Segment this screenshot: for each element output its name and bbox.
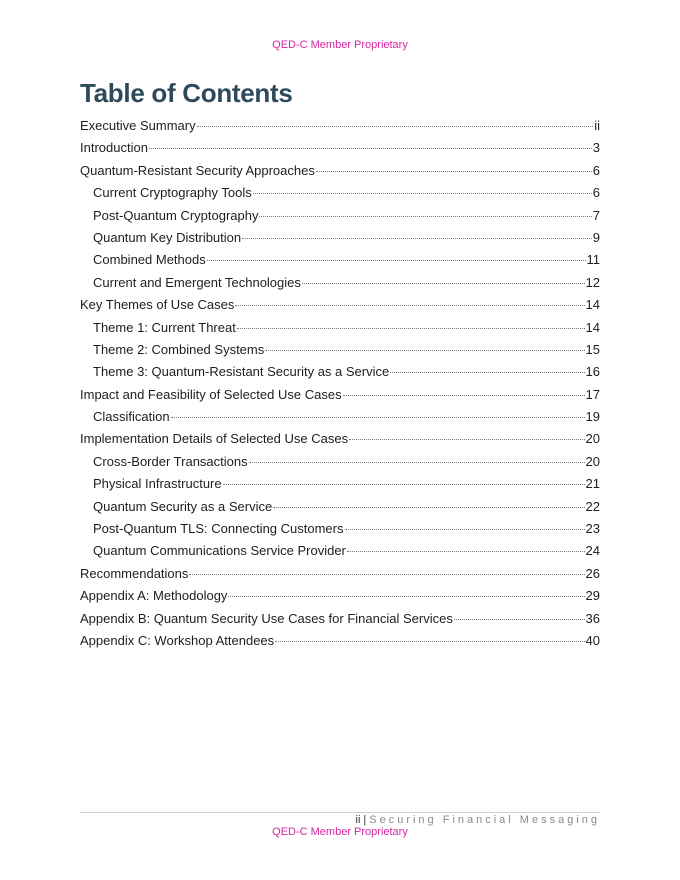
toc-entry-label: Theme 3: Quantum-Resistant Security as a Service <box>93 364 390 380</box>
toc-entry-label: Current and Emergent Technologies <box>93 274 301 290</box>
toc-entry-page-number: 24 <box>585 543 600 559</box>
toc-entry[interactable] <box>80 473 600 495</box>
toc-entry[interactable] <box>80 160 600 182</box>
toc-dot-leader <box>189 574 584 575</box>
toc-dot-leader <box>302 283 585 284</box>
toc-entry[interactable] <box>80 317 600 339</box>
toc-dot-leader <box>228 596 584 597</box>
footer-page-number: ii <box>355 814 361 826</box>
toc-entry[interactable] <box>80 630 600 652</box>
toc-entry-page-number: 36 <box>585 610 600 626</box>
toc-entry-page-number: 16 <box>585 364 600 380</box>
toc-entry[interactable] <box>80 585 600 607</box>
toc-entry-label: Post-Quantum Cryptography <box>93 207 259 223</box>
toc-entry-label: Implementation Details of Selected Use Cases <box>80 431 349 447</box>
toc-entry-page-number: 9 <box>592 229 600 245</box>
toc-entry[interactable] <box>80 294 600 316</box>
toc-entry-label: Recommendations <box>80 565 189 581</box>
toc-entry[interactable] <box>80 608 600 630</box>
toc-entry-label: Appendix C: Workshop Attendees <box>80 632 275 648</box>
toc-dot-leader <box>275 641 584 642</box>
toc-entry[interactable] <box>80 540 600 562</box>
page-title: Table of Contents <box>80 78 293 108</box>
toc-entry-label: Executive Summary <box>80 118 196 133</box>
toc-dot-leader <box>343 395 585 396</box>
toc-entry-label: Appendix B: Quantum Security Use Cases for Financial Services <box>80 610 453 626</box>
toc-dot-leader <box>259 216 591 217</box>
toc-entry-page-number: 7 <box>592 207 600 223</box>
toc-dot-leader <box>149 148 592 149</box>
toc-dot-leader <box>237 328 585 329</box>
footer <box>80 813 600 827</box>
toc-entry-page-number: 6 <box>592 185 600 201</box>
toc-dot-leader <box>235 305 584 306</box>
table-of-contents <box>80 115 600 652</box>
toc-entry[interactable] <box>80 384 600 406</box>
footer-separator: | <box>363 814 367 826</box>
toc-dot-leader <box>171 417 585 418</box>
toc-entry-label: Theme 2: Combined Systems <box>93 341 265 357</box>
toc-dot-leader <box>253 193 592 194</box>
toc-entry-label: Classification <box>93 409 170 425</box>
toc-entry-page-number: 26 <box>585 565 600 581</box>
toc-entry-label: Key Themes of Use Cases <box>80 297 235 313</box>
toc-dot-leader <box>454 619 585 620</box>
toc-entry-page-number: 14 <box>585 297 600 313</box>
footer-document-title: Securing Financial Messaging <box>369 814 600 826</box>
toc-entry-page-number: 20 <box>585 453 600 469</box>
toc-entry[interactable] <box>80 563 600 585</box>
toc-dot-leader <box>207 260 586 261</box>
toc-entry-label: Introduction <box>80 140 148 156</box>
toc-dot-leader <box>349 439 584 440</box>
toc-entry-page-number: 21 <box>585 476 600 492</box>
toc-dot-leader <box>390 372 584 373</box>
toc-entry[interactable] <box>80 496 600 518</box>
toc-entry-page-number: 15 <box>585 341 600 357</box>
toc-entry[interactable] <box>80 227 600 249</box>
toc-entry-page-number: 23 <box>585 521 600 537</box>
toc-entry-page-number: 19 <box>585 409 600 425</box>
toc-dot-leader <box>265 350 584 351</box>
toc-entry-page-number: 22 <box>585 498 600 514</box>
toc-entry-label: Combined Methods <box>93 252 206 268</box>
toc-entry-page-number: ii <box>594 118 600 133</box>
toc-entry-label: Physical Infrastructure <box>93 476 222 492</box>
toc-entry[interactable] <box>80 137 600 159</box>
toc-entry-label: Quantum Key Distribution <box>93 229 242 245</box>
toc-entry-label: Post-Quantum TLS: Connecting Customers <box>93 521 344 537</box>
toc-dot-leader <box>316 171 592 172</box>
toc-entry-label: Theme 1: Current Threat <box>93 319 236 335</box>
toc-dot-leader <box>223 484 585 485</box>
toc-entry-page-number: 12 <box>585 274 600 290</box>
toc-entry-page-number: 6 <box>592 162 600 178</box>
toc-entry-page-number: 14 <box>585 319 600 335</box>
toc-entry-label: Appendix A: Methodology <box>80 588 228 604</box>
toc-entry[interactable] <box>80 451 600 473</box>
toc-dot-leader <box>197 126 594 127</box>
toc-entry-page-number: 29 <box>585 588 600 604</box>
toc-dot-leader <box>347 551 585 552</box>
toc-entry-page-number: 40 <box>585 632 600 648</box>
toc-entry-label: Quantum Security as a Service <box>93 498 273 514</box>
toc-entry[interactable] <box>80 249 600 271</box>
toc-entry[interactable] <box>80 518 600 540</box>
toc-entry-label: Cross-Border Transactions <box>93 453 248 469</box>
toc-entry-page-number: 20 <box>585 431 600 447</box>
toc-entry-label: Quantum-Resistant Security Approaches <box>80 162 315 178</box>
toc-entry[interactable] <box>80 406 600 428</box>
toc-entry-page-number: 17 <box>585 386 600 402</box>
toc-dot-leader <box>249 462 585 463</box>
toc-entry-label: Quantum Communications Service Provider <box>93 543 346 559</box>
toc-entry[interactable] <box>80 361 600 383</box>
toc-entry-label: Current Cryptography Tools <box>93 185 252 201</box>
footer-proprietary-notice: QED-C Member Proprietary <box>272 826 408 838</box>
toc-entry-page-number: 3 <box>592 140 600 156</box>
toc-dot-leader <box>345 529 585 530</box>
toc-dot-leader <box>242 238 592 239</box>
toc-entry[interactable] <box>80 115 600 137</box>
toc-entry[interactable] <box>80 182 600 204</box>
header-proprietary-notice: QED-C Member Proprietary <box>272 39 408 51</box>
toc-entry[interactable] <box>80 339 600 361</box>
toc-entry[interactable] <box>80 205 600 227</box>
toc-entry[interactable] <box>80 428 600 450</box>
toc-entry-page-number: 11 <box>586 252 600 268</box>
toc-dot-leader <box>273 507 584 508</box>
toc-entry-label: Impact and Feasibility of Selected Use Cases <box>80 386 342 402</box>
toc-entry[interactable] <box>80 272 600 294</box>
